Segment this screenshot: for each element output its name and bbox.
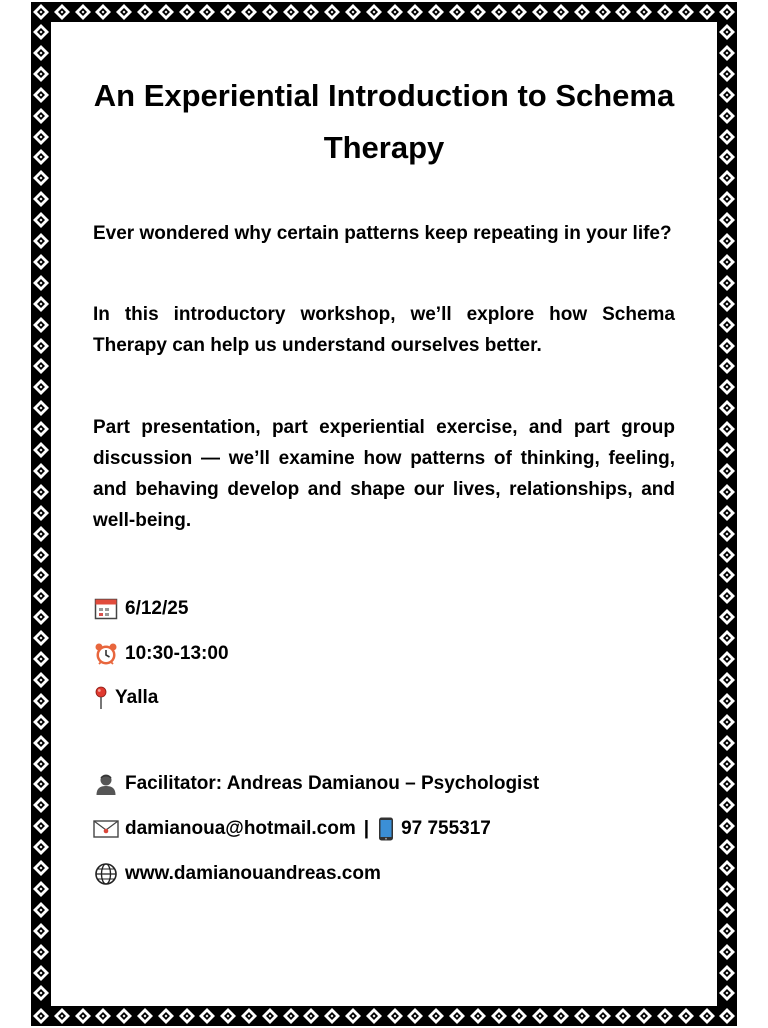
border-diamond: [31, 983, 51, 1003]
border-diamond: [697, 2, 717, 22]
border-diamond: [281, 2, 301, 22]
event-time-text: 10:30-13:00: [125, 643, 229, 664]
border-diamond: [717, 858, 737, 878]
border-diamond: [572, 2, 592, 22]
website-line: [93, 862, 675, 886]
border-diamond: [343, 1006, 363, 1026]
border-diamond: [197, 1006, 217, 1026]
border-diamond: [697, 1006, 717, 1026]
border-diamond: [31, 482, 51, 502]
border-diamond: [717, 127, 737, 147]
border-diamond: [717, 586, 737, 606]
person-icon: [93, 772, 119, 796]
border-diamond: [717, 419, 737, 439]
border-diamond: [31, 210, 51, 230]
border-diamond: [31, 586, 51, 606]
border-diamond: [301, 2, 321, 22]
event-location-text: Yalla: [115, 687, 159, 708]
border-diamond: [717, 754, 737, 774]
border-diamond: [31, 837, 51, 857]
border-diamond: [468, 1006, 488, 1026]
border-diamond: [31, 900, 51, 920]
border-diamond: [31, 377, 51, 397]
border-diamond: [717, 106, 737, 126]
border-diamond: [31, 461, 51, 481]
border-diamond: [31, 774, 51, 794]
border-diamond: [717, 231, 737, 251]
border-diamond: [717, 336, 737, 356]
border-diamond: [634, 1006, 654, 1026]
border-diamond: [31, 419, 51, 439]
border-diamond: [31, 440, 51, 460]
border-diamond: [31, 398, 51, 418]
border-diamond: [73, 2, 93, 22]
border-diamond: [717, 377, 737, 397]
border-diamond: [717, 22, 737, 42]
flyer-content: [93, 70, 675, 886]
border-diamond: [31, 2, 51, 22]
border-diamond: [717, 670, 737, 690]
border-diamond: [717, 628, 737, 648]
border-diamond: [717, 712, 737, 732]
border-diamond: [509, 2, 529, 22]
workshop-paragraph: In this introductory workshop, we’ll explore how Schema Therapy can help us understand ourselves better.: [93, 304, 675, 356]
border-diamond: [655, 2, 675, 22]
border-diamond: [717, 2, 737, 22]
border-diamond: [530, 2, 550, 22]
border-diamond: [489, 2, 509, 22]
border-diamond: [634, 2, 654, 22]
facilitator-text: Facilitator: Andreas Damianou – Psychologist: [125, 773, 540, 794]
border-diamond: [260, 1006, 280, 1026]
format-paragraph: Part presentation, part experiential exercise, and part group discussion — we’ll examine how patterns of thinking, feeling, and behaving develop and shape our lives, relationships, and well-being.: [93, 417, 675, 531]
border-diamond: [385, 1006, 405, 1026]
email-text[interactable]: damianoua@hotmail.com: [125, 818, 356, 839]
border-diamond: [239, 1006, 259, 1026]
border-diamond: [717, 294, 737, 314]
calendar-icon: [93, 597, 119, 621]
pin-icon: [93, 686, 109, 710]
border-diamond: [717, 85, 737, 105]
border-diamond: [31, 691, 51, 711]
border-diamond: [364, 1006, 384, 1026]
border-diamond: [551, 2, 571, 22]
border-diamond: [717, 147, 737, 167]
border-diamond: [717, 837, 737, 857]
border-diamond: [135, 2, 155, 22]
facilitator-line: [93, 772, 675, 796]
border-diamond: [31, 963, 51, 983]
border-diamond: [717, 879, 737, 899]
border-diamond: [717, 189, 737, 209]
border-diamond: [717, 524, 737, 544]
border-diamond: [31, 545, 51, 565]
border-diamond: [177, 2, 197, 22]
border-diamond: [31, 649, 51, 669]
border-diamond: [593, 1006, 613, 1026]
border-top: [31, 2, 737, 22]
border-diamond: [717, 545, 737, 565]
border-diamond: [31, 336, 51, 356]
border-diamond: [385, 2, 405, 22]
border-diamond: [717, 461, 737, 481]
border-diamond: [156, 1006, 176, 1026]
border-diamond: [31, 628, 51, 648]
border-diamond: [364, 2, 384, 22]
border-diamond: [717, 983, 737, 1003]
border-diamond: [31, 85, 51, 105]
border-diamond: [447, 1006, 467, 1026]
border-diamond: [31, 315, 51, 335]
border-diamond: [31, 795, 51, 815]
border-diamond: [218, 2, 238, 22]
border-diamond: [717, 963, 737, 983]
border-diamond: [717, 1006, 737, 1026]
phone-text[interactable]: 97 755317: [401, 818, 491, 839]
border-diamond: [717, 273, 737, 293]
border-diamond: [717, 649, 737, 669]
border-diamond: [31, 607, 51, 627]
border-diamond: [676, 1006, 696, 1026]
border-diamond: [31, 168, 51, 188]
envelope-icon: [93, 817, 119, 841]
border-diamond: [31, 231, 51, 251]
event-time: [93, 642, 675, 666]
border-diamond: [31, 858, 51, 878]
border-diamond: [135, 1006, 155, 1026]
border-diamond: [717, 210, 737, 230]
border-diamond: [31, 816, 51, 836]
event-date-text: 6/12/25: [125, 598, 189, 619]
border-diamond: [52, 1006, 72, 1026]
website-text[interactable]: www.damianouandreas.com: [125, 863, 381, 884]
border-diamond: [31, 22, 51, 42]
border-diamond: [717, 607, 737, 627]
border-diamond: [717, 503, 737, 523]
border-diamond: [426, 2, 446, 22]
border-right: [717, 22, 737, 1006]
contact-line: [93, 817, 675, 841]
border-diamond: [717, 921, 737, 941]
border-diamond: [93, 1006, 113, 1026]
border-diamond: [322, 1006, 342, 1026]
border-diamond: [717, 252, 737, 272]
globe-icon: [93, 862, 119, 886]
border-diamond: [31, 733, 51, 753]
border-diamond: [717, 774, 737, 794]
border-diamond: [31, 294, 51, 314]
border-diamond: [31, 273, 51, 293]
border-diamond: [156, 2, 176, 22]
border-diamond: [343, 2, 363, 22]
border-diamond: [31, 712, 51, 732]
border-diamond: [717, 691, 737, 711]
border-diamond: [405, 1006, 425, 1026]
border-diamond: [676, 2, 696, 22]
border-diamond: [717, 816, 737, 836]
border-diamond: [717, 315, 737, 335]
border-diamond: [31, 565, 51, 585]
border-diamond: [31, 503, 51, 523]
border-diamond: [177, 1006, 197, 1026]
border-diamond: [52, 2, 72, 22]
border-diamond: [31, 106, 51, 126]
border-diamond: [281, 1006, 301, 1026]
border-diamond: [301, 1006, 321, 1026]
border-diamond: [31, 670, 51, 690]
border-bottom: [31, 1006, 737, 1026]
border-diamond: [468, 2, 488, 22]
border-diamond: [613, 2, 633, 22]
border-diamond: [31, 754, 51, 774]
border-diamond: [717, 900, 737, 920]
border-diamond: [717, 440, 737, 460]
border-diamond: [31, 43, 51, 63]
border-diamond: [613, 1006, 633, 1026]
border-diamond: [593, 2, 613, 22]
border-diamond: [717, 795, 737, 815]
border-diamond: [31, 879, 51, 899]
border-diamond: [218, 1006, 238, 1026]
border-diamond: [114, 2, 134, 22]
border-diamond: [405, 2, 425, 22]
border-left: [31, 22, 51, 1006]
border-diamond: [717, 942, 737, 962]
border-diamond: [239, 2, 259, 22]
event-date: [93, 597, 675, 621]
border-diamond: [717, 733, 737, 753]
border-diamond: [717, 565, 737, 585]
border-diamond: [655, 1006, 675, 1026]
border-diamond: [572, 1006, 592, 1026]
flyer-title: An Experiential Introduction to Schema Therapy: [93, 78, 675, 165]
border-diamond: [551, 1006, 571, 1026]
border-diamond: [717, 168, 737, 188]
border-diamond: [717, 64, 737, 84]
border-diamond: [197, 2, 217, 22]
border-diamond: [489, 1006, 509, 1026]
border-diamond: [31, 64, 51, 84]
border-diamond: [31, 524, 51, 544]
border-diamond: [717, 482, 737, 502]
border-diamond: [447, 2, 467, 22]
mobile-phone-icon: [377, 817, 395, 841]
border-diamond: [31, 356, 51, 376]
border-diamond: [717, 398, 737, 418]
border-diamond: [31, 1006, 51, 1026]
contact-separator: |: [363, 818, 370, 839]
border-diamond: [717, 356, 737, 376]
border-diamond: [31, 942, 51, 962]
border-diamond: [73, 1006, 93, 1026]
border-diamond: [31, 189, 51, 209]
border-diamond: [93, 2, 113, 22]
border-diamond: [530, 1006, 550, 1026]
border-diamond: [31, 147, 51, 167]
border-diamond: [322, 2, 342, 22]
border-diamond: [31, 127, 51, 147]
border-diamond: [717, 43, 737, 63]
border-diamond: [114, 1006, 134, 1026]
alarm-clock-icon: [93, 642, 119, 666]
border-diamond: [509, 1006, 529, 1026]
border-diamond: [260, 2, 280, 22]
border-diamond: [426, 1006, 446, 1026]
border-diamond: [31, 252, 51, 272]
intro-paragraph: Ever wondered why certain patterns keep repeating in your life?: [93, 223, 672, 244]
border-diamond: [31, 921, 51, 941]
event-location: [93, 686, 675, 710]
